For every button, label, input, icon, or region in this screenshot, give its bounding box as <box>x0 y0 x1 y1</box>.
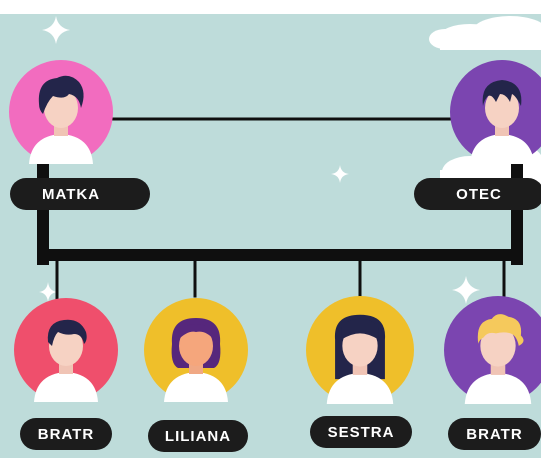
otec-label-text: OTEC <box>456 185 502 203</box>
bratr-2-avatar[interactable] <box>444 296 541 404</box>
bratr-avatar[interactable] <box>14 298 118 402</box>
connector-lines <box>43 119 517 314</box>
bratr-label <box>20 418 112 450</box>
family-tree-canvas <box>0 14 541 458</box>
matka-avatar[interactable] <box>9 60 113 164</box>
otec-label <box>414 178 541 210</box>
sparkle-icon <box>331 165 349 183</box>
otec-avatar[interactable] <box>450 60 541 164</box>
liliana-avatar[interactable] <box>144 298 248 402</box>
liliana-label-text: LILIANA <box>164 427 232 445</box>
cloud-top-right-icon <box>429 16 541 50</box>
sestra-label-text: SESTRA <box>327 423 395 441</box>
matka-label <box>10 178 150 210</box>
sestra-label <box>310 416 412 448</box>
matka-label-text: MATKA <box>42 185 101 203</box>
liliana-label <box>148 420 248 452</box>
sparkle-icon <box>42 16 70 44</box>
sestra-avatar[interactable] <box>306 296 414 404</box>
bratr-2-label <box>448 418 541 450</box>
bratr-2-label-text: BRATR <box>466 425 523 443</box>
bratr-label-text: BRATR <box>37 425 95 443</box>
